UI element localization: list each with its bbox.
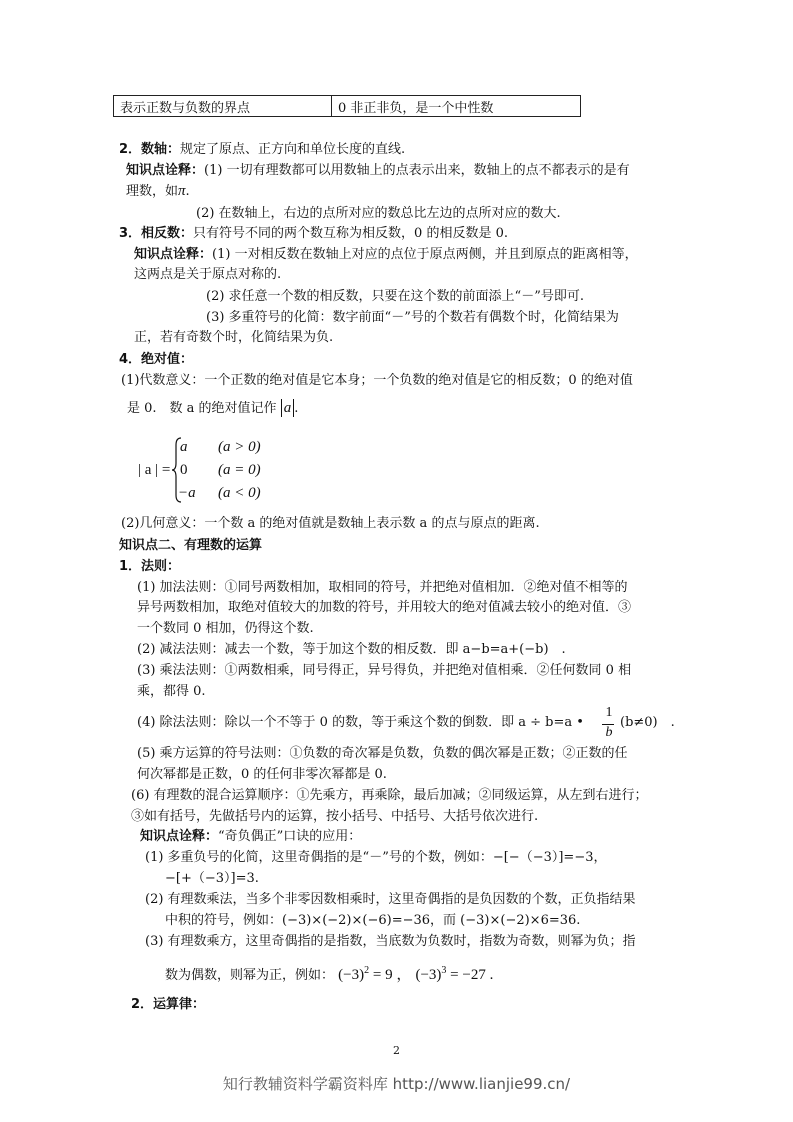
power-exponent: 3 — [441, 965, 447, 976]
fraction-numerator: 1 — [605, 705, 613, 720]
rule-line: (5) 乘方运算的符号法则：①负数的奇次幂是负数，负数的偶次幂是正数；②正数的任 — [137, 746, 628, 761]
definition: 只有符号不同的两个数互称为相反数，0 的相反数是 0. — [193, 226, 508, 241]
power-result: = −27 . — [450, 967, 494, 983]
note-line: (3) 有理数乘方，这里奇偶指的是指数，当底数为负数时，指数为奇数，则幂为负；指 — [145, 934, 636, 949]
power-base: (−3) — [415, 967, 442, 983]
section-heading: 3．相反数： — [119, 226, 194, 241]
table-cell: 0 非正非负，是一个中性数 — [332, 96, 581, 117]
paragraph — [127, 399, 298, 418]
section-heading: 2．数轴： — [119, 142, 181, 157]
note-line — [165, 962, 493, 985]
note-label: 知识点诠释： — [126, 163, 205, 178]
section-3 — [119, 225, 508, 243]
note-text: 数为偶数，则幂为正，例如： — [165, 968, 335, 983]
note-line: (2) 在数轴上，右边的点所对应的数总比左边的点所对应的数大. — [196, 206, 561, 221]
rule-line: (6) 有理数的混合运算顺序：①先乘方，再乘除，最后加减；②同级运算，从左到右进行； — [131, 788, 648, 803]
paragraph: (1)代数意义：一个正数的绝对值是它本身；一个负数的绝对值是它的相反数；0 的绝对值 — [121, 373, 633, 388]
note-line: (2) 求任意一个数的相反数，只要在这个数的前面添上“－”号即可. — [206, 289, 584, 304]
note-label: 知识点诠释： — [134, 247, 213, 262]
rule-line: (3) 乘法法则：①两数相乘，同号得正，异号得负，并把绝对值相乘．②任何数同 0 相 — [137, 663, 632, 678]
note-line: (3) 多重符号的化简：数字前面“－”号的个数若有偶数个时，化简结果为 — [206, 310, 619, 325]
fraction-denominator: b — [605, 725, 613, 740]
section-heading: 4．绝对值： — [119, 352, 194, 367]
power-example — [338, 967, 411, 983]
piecewise-lhs: | a | = — [138, 462, 171, 478]
rule-line: (2) 减法法则：减去一个数，等于加这个数的相反数．即 a−b=a+(−b) . — [137, 642, 566, 657]
piecewise-value: 0 — [180, 462, 188, 478]
note-line — [140, 828, 361, 846]
section-2 — [119, 141, 405, 159]
rule-line: 一个数同 0 相加，仍得这个数. — [137, 621, 314, 636]
table-cell: 表示正数与负数的界点 — [114, 96, 332, 117]
rule-line: (b≠0) . — [620, 715, 675, 730]
piecewise-condition: (a = 0) — [218, 462, 261, 478]
paragraph-text: 是 0. 数 a 的绝对值记作 — [127, 401, 277, 416]
sub-heading: 1．法则： — [119, 559, 181, 574]
rule-line: (1) 加法法则：①同号两数相加，取相同的符号，并把绝对值相加．②绝对值不相等的 — [137, 580, 628, 595]
note-line: 这两点是关于原点对称的. — [134, 267, 282, 282]
note-line: 正，若有奇数个时，化简结果为负. — [134, 330, 334, 345]
power-exponent: 2 — [364, 965, 370, 976]
note-line: 中积的符号，例如：(−3)×(−2)×(−6)=−36，而 (−3)×(−2)×6=36. — [165, 913, 581, 928]
definition: 规定了原点、正方向和单位长度的直线. — [180, 142, 406, 157]
paragraph-text: . — [294, 401, 299, 416]
rule-line: (4) 除法法则：除以一个不等于 0 的数，等于乘这个数的倒数．即 a ÷ b=a • — [137, 715, 584, 730]
note-line: (1) 多重负号的化简，这里奇偶指的是“－”号的个数，例如：−[−（−3）]=−3， — [145, 850, 607, 865]
rule-line: 乘，都得 0. — [137, 684, 206, 699]
note-label: 知识点诠释： — [140, 829, 219, 844]
note-line: (2) 有理数乘法，当多个非零因数相乘时，这里奇偶指的是负因数的个数，正负指结果 — [145, 892, 636, 907]
abs-notation: a — [281, 399, 295, 417]
piecewise-value: −a — [178, 485, 196, 501]
table-row — [114, 96, 581, 117]
note-text: (1) 一对相反数在数轴上对应的点位于原点两侧，并且到原点的距离相等， — [212, 247, 638, 262]
piecewise-condition: (a > 0) — [218, 439, 261, 455]
note-line — [134, 246, 638, 264]
pi-symbol: π — [178, 183, 186, 199]
footer-watermark: 知行教辅资料学霸资料库 http://www.lianjie99.cn/ — [222, 1075, 571, 1093]
note-text: . — [185, 184, 190, 199]
note-line: −[+（−3）]=3. — [165, 871, 259, 886]
section-heading: 知识点二、有理数的运算 — [119, 538, 263, 553]
piecewise-value: a — [180, 439, 188, 455]
definition-table — [113, 95, 581, 117]
paragraph: (2)几何意义：一个数 a 的绝对值就是数轴上表示数 a 的点与原点的距离. — [121, 516, 540, 531]
page-number: 2 — [393, 1044, 400, 1057]
note-text: (1) 一切有理数都可以用数轴上的点表示出来，数轴上的点不都表示的是有 — [204, 163, 630, 178]
note-text: 理数，如 — [126, 184, 179, 199]
note-line — [126, 182, 190, 201]
piecewise-condition: (a < 0) — [218, 485, 261, 501]
sub-heading: 2．运算律： — [131, 997, 206, 1012]
note-line — [126, 162, 630, 180]
power-base: (−3) — [338, 967, 365, 983]
rule-line: 异号两数相加，取绝对值较大的加数的符号，并用较大的绝对值减去较小的绝对值．③ — [137, 600, 632, 615]
rule-line: ③如有括号，先做括号内的运算，按小括号、中括号、大括号依次进行. — [131, 809, 539, 824]
note-text: “奇负偶正”口诀的应用： — [218, 829, 362, 844]
rule-line: 何次幂都是正数，0 的任何非零次幂都是 0. — [137, 767, 387, 782]
power-example — [415, 967, 493, 983]
power-result: = 9 ， — [372, 967, 412, 983]
